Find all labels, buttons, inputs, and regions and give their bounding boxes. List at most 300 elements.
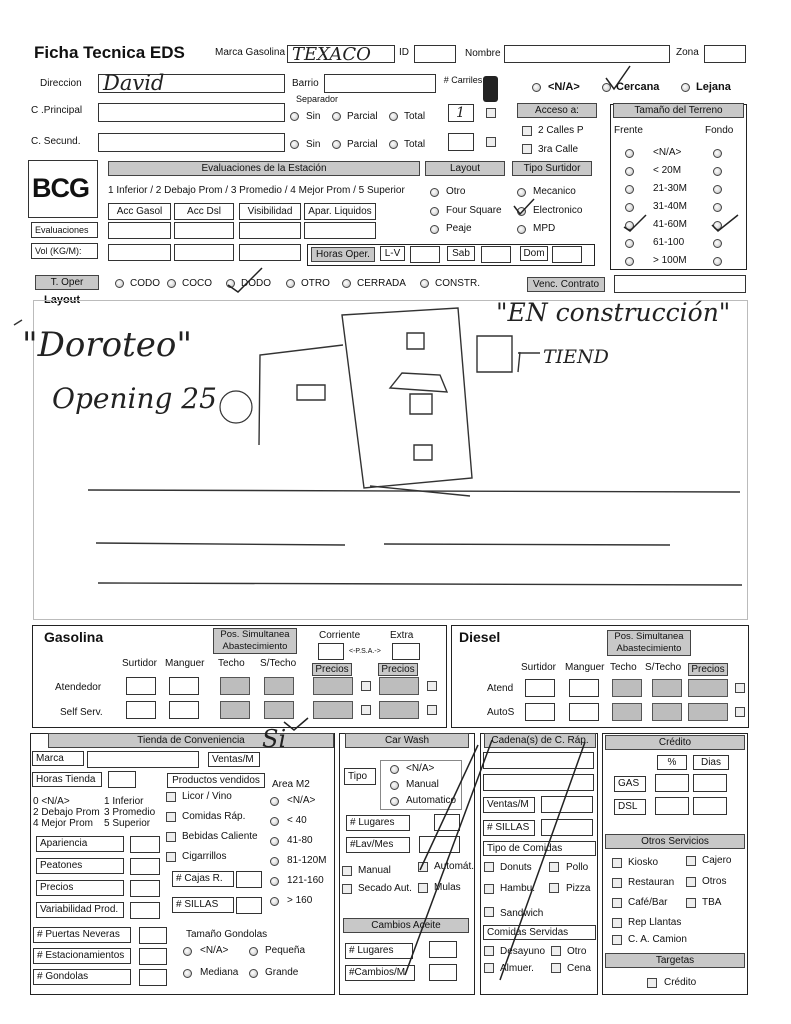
proximity-cercana-label: Cercana <box>616 81 660 93</box>
carwash-secado-check[interactable] <box>342 884 352 894</box>
gas-row-atendedor: Atendedor <box>55 682 102 693</box>
direccion-value: David <box>103 71 165 95</box>
carwash-tipo-label: Tipo <box>344 768 376 785</box>
vol-visibilidad[interactable] <box>239 244 301 261</box>
credito-gas-pct[interactable] <box>655 774 689 792</box>
service-6-label: Rep Llantas <box>628 917 682 928</box>
cp-sep-sin-radio[interactable] <box>290 112 299 121</box>
cadena-ventas-field[interactable] <box>541 796 593 813</box>
fondo-label: Fondo <box>705 125 734 136</box>
marca-gasolina-field[interactable] <box>287 45 395 63</box>
carwash-lugares-field[interactable] <box>434 814 460 831</box>
proximity-lejana-radio[interactable] <box>681 83 690 92</box>
marca-gasolina-value: TEXACO <box>292 44 371 65</box>
frente-option-5-radio[interactable] <box>625 239 634 248</box>
tienda-scale-0: 0 <N/A> <box>33 796 70 807</box>
col-visibilidad: Visibilidad <box>239 203 301 220</box>
horas-dom-field[interactable] <box>552 246 582 263</box>
cs-sep-sin-label: Sin <box>306 139 321 150</box>
diesel-pos-simultanea: Pos. Simultanea Abastecimiento <box>607 630 691 656</box>
frente-option-1-radio[interactable] <box>625 167 634 176</box>
traffic-light-icon <box>483 76 498 102</box>
direccion-field[interactable] <box>98 71 285 95</box>
rating-0-label: Apariencia <box>36 836 124 852</box>
product-3-label: Cigarrillos <box>182 851 227 862</box>
horas-lv-field[interactable] <box>410 246 440 263</box>
cadena-sillas-label: # SILLAS <box>483 820 535 836</box>
id-label: ID <box>399 47 409 58</box>
tienda-scale-4: 4 Mejor Prom <box>33 818 94 829</box>
frente-option-6-radio[interactable] <box>625 257 634 266</box>
eval-acc-gasol[interactable] <box>108 222 171 239</box>
carwash-lugares-label: # Lugares <box>346 815 410 831</box>
carwash-na-radio[interactable] <box>390 765 399 774</box>
comida-hambu-label: Hambu. <box>500 883 536 894</box>
terreno-option-1-label: < 20M <box>653 165 682 176</box>
toper-4-label: CERRADA <box>357 278 406 289</box>
frente-option-0-radio[interactable] <box>625 149 634 158</box>
rating-3-field[interactable] <box>130 902 160 919</box>
layout-section-label: Layout <box>44 294 81 306</box>
sillas-field[interactable] <box>236 897 262 914</box>
cp-sep-total-label: Total <box>404 111 426 122</box>
frente-option-2-radio[interactable] <box>625 185 634 194</box>
service-3-check[interactable] <box>686 877 696 887</box>
comida-pizza-label: Pizza <box>566 883 591 894</box>
cambios-mes-label: #Cambios/M <box>345 965 415 981</box>
product-0-check[interactable] <box>166 792 176 802</box>
note-opening: Opening 25 <box>52 382 217 415</box>
area-5-label: > 160 <box>287 895 313 906</box>
acceso-3racalle-label: 3ra Calle <box>538 144 579 155</box>
gas-col-surtidor: Surtidor <box>122 658 158 669</box>
area-5-radio[interactable] <box>270 897 279 906</box>
service-6-check[interactable] <box>612 918 622 928</box>
tienda-scale-2: 2 Debajo Prom <box>33 807 100 818</box>
carwash-secado-chk-label: Secado Aut. <box>358 883 412 894</box>
carriles-secundaria-field[interactable] <box>448 133 474 151</box>
servida-almuer-check[interactable] <box>484 963 494 973</box>
layout-foursquare-radio[interactable] <box>430 207 439 216</box>
area-3-radio[interactable] <box>270 857 279 866</box>
page-title: Ficha Tecnica EDS <box>34 43 185 62</box>
toper-2-radio[interactable] <box>226 279 235 288</box>
gondola-na-label: <N/A> <box>200 945 229 956</box>
carwash-manual-chk-label: Manual <box>358 865 391 876</box>
fondo-option-5-radio[interactable] <box>713 239 722 248</box>
proximity-na-radio[interactable] <box>532 83 541 92</box>
gas-r1-c3-field[interactable] <box>264 701 294 719</box>
servida-desayuno-label: Desayuno <box>500 946 546 957</box>
gas-col-manguer: Manguer <box>165 658 205 669</box>
gas-r1-corriente-check[interactable] <box>361 705 371 715</box>
count-0-field[interactable] <box>139 927 167 944</box>
area-0-label: <N/A> <box>287 795 316 806</box>
cs-sep-parcial-radio[interactable] <box>332 140 341 149</box>
extra-field[interactable] <box>392 643 420 660</box>
dsl-r0-c2-field[interactable] <box>612 679 642 697</box>
dsl-r0-c3-field[interactable] <box>652 679 682 697</box>
cadena-name-1[interactable] <box>483 752 594 769</box>
calle-secundaria-label: C. Secund. <box>31 136 81 147</box>
area-0-radio[interactable] <box>270 797 279 806</box>
comida-donuts-label: Donuts <box>500 862 532 873</box>
layout-otro-label: Otro <box>446 186 466 197</box>
id-field[interactable] <box>414 45 456 63</box>
cs-sep-parcial-label: Parcial <box>347 139 378 150</box>
area-label: Area M2 <box>272 779 310 790</box>
dsl-r1-check[interactable] <box>735 707 745 717</box>
carwash-auto-radio[interactable] <box>390 797 399 806</box>
gas-r0-corriente-check[interactable] <box>361 681 371 691</box>
comida-donuts-check[interactable] <box>484 862 494 872</box>
dsl-row-atend: Atend <box>487 683 514 694</box>
carwash-header: Car Wash <box>345 733 469 748</box>
gas-r0-precio-extra[interactable] <box>379 677 419 695</box>
gondola-grande-radio[interactable] <box>249 969 258 978</box>
horas-oper-label: Horas Oper. <box>311 247 375 262</box>
toper-label: T. Oper <box>35 275 99 290</box>
gas-r0-c2-field[interactable] <box>220 677 250 695</box>
col-acc-dsl: Acc Dsl <box>174 203 234 220</box>
note-en-construccion: "EN construcción" <box>496 298 731 327</box>
gas-r0-precio-corriente[interactable] <box>313 677 353 695</box>
marca-gasolina-label: Marca Gasolina <box>215 47 286 58</box>
acceso-2calles-label: 2 Calles P <box>538 125 584 136</box>
dsl-r0-precio[interactable] <box>688 679 728 697</box>
acceso-3racalle-check[interactable] <box>522 144 532 154</box>
col-acc-gasol: Acc Gasol <box>108 203 171 220</box>
toper-4-radio[interactable] <box>342 279 351 288</box>
toper-0-radio[interactable] <box>115 279 124 288</box>
gas-col-stecho: S/Techo <box>260 658 297 669</box>
product-2-check[interactable] <box>166 832 176 842</box>
carriles-principal-field[interactable] <box>448 104 474 122</box>
acceso-header: Acceso a: <box>517 103 597 118</box>
separador-label: Separador <box>296 94 339 104</box>
rating-3-label: Variabilidad Prod. <box>36 902 124 918</box>
gas-r1-c0-field[interactable] <box>126 701 156 719</box>
comida-sandwich-check[interactable] <box>484 907 494 917</box>
barrio-field[interactable] <box>324 74 436 93</box>
gondola-pequena-radio[interactable] <box>249 947 258 956</box>
evaluaciones-label: Evaluaciones <box>31 222 98 238</box>
carwash-automat-chk-label: Automát. <box>434 861 475 872</box>
surtidor-mecanico-radio[interactable] <box>517 188 526 197</box>
proximity-na-label: <N/A> <box>548 81 580 93</box>
note-tienda: TIEND <box>543 346 609 368</box>
servida-almuer-label: Almuer. <box>500 963 534 974</box>
layout-otro-radio[interactable] <box>430 188 439 197</box>
corriente-field[interactable] <box>318 643 344 660</box>
toper-1-label: COCO <box>182 278 212 289</box>
carwash-manual-check[interactable] <box>342 866 352 876</box>
area-3-label: 81-120M <box>287 855 327 866</box>
gas-r1-precio-corriente[interactable] <box>313 701 353 719</box>
credito-gas-dias[interactable] <box>693 774 727 792</box>
rating-0-field[interactable] <box>130 836 160 853</box>
horas-lv-label: L-V <box>380 246 405 261</box>
comida-sandwich-label: Sandwich <box>500 908 544 919</box>
productos-label: Productos vendidos <box>167 773 265 788</box>
proximity-cercana-radio[interactable] <box>602 83 611 92</box>
gasolina-title: Gasolina <box>44 629 104 645</box>
gas-precios-extra: Precios <box>378 663 418 676</box>
servida-otro-check[interactable] <box>551 946 561 956</box>
credito-header: Crédito <box>605 735 745 750</box>
targetas-credito-label: Crédito <box>664 977 697 988</box>
calle-principal-field[interactable] <box>98 103 285 122</box>
cp-sep-parcial-label: Parcial <box>347 111 378 122</box>
acceso-2calles-check[interactable] <box>522 126 532 136</box>
gas-r1-c2-field[interactable] <box>220 701 250 719</box>
eval-acc-dsl[interactable] <box>174 222 234 239</box>
dsl-r1-c2-field[interactable] <box>612 703 642 721</box>
direccion-label: Direccion <box>40 78 82 89</box>
fondo-option-6-radio[interactable] <box>713 257 722 266</box>
credito-dsl-label: DSL <box>614 799 646 815</box>
service-3-label: Otros <box>702 876 727 887</box>
gondola-na-radio[interactable] <box>183 947 192 956</box>
carwash-auto-label: Automatico <box>406 795 457 806</box>
toper-0-label: CODO <box>130 278 160 289</box>
dsl-r0-check[interactable] <box>735 683 745 693</box>
fondo-option-1-radio[interactable] <box>713 167 722 176</box>
cadena-name-2[interactable] <box>483 774 594 791</box>
eval-visibilidad[interactable] <box>239 222 301 239</box>
surtidor-header: Tipo Surtidor <box>512 161 592 176</box>
service-2-check[interactable] <box>612 878 622 888</box>
targetas-header: Targetas <box>605 953 745 968</box>
dsl-r0-c0-field[interactable] <box>525 679 555 697</box>
gas-r0-c1-field[interactable] <box>169 677 199 695</box>
carwash-lavmes-label: #Lav/Mes <box>346 837 410 853</box>
service-0-check[interactable] <box>612 858 622 868</box>
terreno-option-5-label: 61-100 <box>653 237 685 248</box>
product-1-label: Comidas Ráp. <box>182 811 246 822</box>
dsl-row-autos: AutoS <box>487 707 515 718</box>
cs-check[interactable] <box>486 137 496 147</box>
credito-dias-label: Dias <box>693 755 729 770</box>
carwash-mulas-check[interactable] <box>418 883 428 893</box>
area-2-radio[interactable] <box>270 837 279 846</box>
fondo-option-3-radio[interactable] <box>713 203 722 212</box>
extra-label: Extra <box>390 630 414 641</box>
gondolas-size-label: Tamaño Gondolas <box>186 929 268 940</box>
tienda-ventas-label: Ventas/M <box>208 752 260 767</box>
vol-label: Vol (KG/M): <box>31 243 98 259</box>
service-7-check[interactable] <box>612 935 622 945</box>
service-1-check[interactable] <box>686 856 696 866</box>
area-2-label: 41-80 <box>287 835 313 846</box>
cadena-header: Cadena(s) de C. Ráp. <box>484 733 596 748</box>
toper-1-radio[interactable] <box>167 279 176 288</box>
servida-cena-check[interactable] <box>551 963 561 973</box>
service-7-label: C. A. Camion <box>628 934 687 945</box>
count-1-field[interactable] <box>139 948 167 965</box>
layout-peaje-label: Peaje <box>446 223 472 234</box>
fondo-option-2-radio[interactable] <box>713 185 722 194</box>
product-3-check[interactable] <box>166 852 176 862</box>
nombre-field[interactable] <box>504 45 670 63</box>
gas-r0-c0-field[interactable] <box>126 677 156 695</box>
area-1-radio[interactable] <box>270 817 279 826</box>
gas-r1-c1-field[interactable] <box>169 701 199 719</box>
area-4-label: 121-160 <box>287 875 324 886</box>
carwash-lavmes-field[interactable] <box>419 836 460 853</box>
credito-dsl-dias[interactable] <box>693 797 727 815</box>
tienda-si-note: Si <box>262 725 287 753</box>
frente-option-3-radio[interactable] <box>625 203 634 212</box>
fondo-option-0-radio[interactable] <box>713 149 722 158</box>
surtidor-mecanico-label: Mecanico <box>533 186 576 197</box>
tienda-scale-3: 3 Promedio <box>104 807 156 818</box>
carriles-label: # Carriles <box>443 75 483 85</box>
product-0-label: Licor / Vino <box>182 791 232 802</box>
toper-3-label: OTRO <box>301 278 330 289</box>
carwash-manual-radio[interactable] <box>390 781 399 790</box>
credito-pct-label: % <box>657 755 687 770</box>
dsl-col-stecho: S/Techo <box>645 662 682 673</box>
comidas-servidas-label: Comidas Servidas <box>483 925 596 940</box>
carriles-value: 1 <box>456 105 465 121</box>
dsl-r1-c1-field[interactable] <box>569 703 599 721</box>
layout-peaje-radio[interactable] <box>430 225 439 234</box>
gas-row-selfserv: Self Serv. <box>60 707 103 718</box>
rating-1-label: Peatones <box>36 858 124 874</box>
dsl-r1-precio[interactable] <box>688 703 728 721</box>
cs-sep-total-radio[interactable] <box>389 140 398 149</box>
service-1-label: Cajero <box>702 855 732 866</box>
cambios-lugares-field[interactable] <box>429 941 457 958</box>
servida-cena-label: Cena <box>567 963 591 974</box>
gasolina-pos-simultanea: Pos. Simultanea Abastecimiento <box>213 628 297 654</box>
cs-sep-sin-radio[interactable] <box>290 140 299 149</box>
toper-5-label: CONSTR. <box>435 278 480 289</box>
calle-secundaria-field[interactable] <box>98 133 285 152</box>
vol-acc-dsl[interactable] <box>174 244 234 261</box>
calle-principal-label: C .Principal <box>31 105 83 116</box>
tienda-header: Tienda de Conveniencia <box>48 733 334 748</box>
terreno-option-3-label: 31-40M <box>653 201 687 212</box>
cp-check[interactable] <box>486 108 496 118</box>
credito-dsl-pct[interactable] <box>655 797 689 815</box>
gas-precios-corriente: Precios <box>312 663 352 676</box>
cp-sep-total-radio[interactable] <box>389 112 398 121</box>
psa-label: <-P.S.A.-> <box>349 648 381 655</box>
rating-1-field[interactable] <box>130 858 160 875</box>
targetas-credito-check[interactable] <box>647 978 657 988</box>
dsl-r1-c3-field[interactable] <box>652 703 682 721</box>
tienda-scale-1: 1 Inferior <box>104 796 144 807</box>
sillas-label: # SILLAS <box>172 897 234 913</box>
eval-apar-liquidos[interactable] <box>304 222 376 239</box>
venc-contrato-field[interactable] <box>614 275 746 293</box>
comida-pollo-label: Pollo <box>566 862 589 873</box>
credito-gas-label: GAS <box>614 776 646 792</box>
dsl-r0-c1-field[interactable] <box>569 679 599 697</box>
area-4-radio[interactable] <box>270 877 279 886</box>
terreno-option-0-label: <N/A> <box>653 147 682 158</box>
comida-pizza-check[interactable] <box>549 883 559 893</box>
col-apar-liquidos: Apar. Liquidos <box>304 203 376 220</box>
gondola-mediana-radio[interactable] <box>183 969 192 978</box>
frente-option-4-radio[interactable] <box>625 221 634 230</box>
dsl-r1-c0-field[interactable] <box>525 703 555 721</box>
service-2-label: Restauran <box>628 877 675 888</box>
gas-r0-c3-field[interactable] <box>264 677 294 695</box>
cp-sep-sin-label: Sin <box>306 111 321 122</box>
toper-3-radio[interactable] <box>286 279 295 288</box>
count-2-label: # Gondolas <box>33 969 131 985</box>
service-5-check[interactable] <box>686 898 696 908</box>
surtidor-electronico-radio[interactable] <box>517 207 526 216</box>
diesel-title: Diesel <box>459 629 501 645</box>
zona-field[interactable] <box>704 45 746 63</box>
comida-pollo-check[interactable] <box>549 862 559 872</box>
servida-desayuno-check[interactable] <box>484 946 494 956</box>
cadena-sillas-field[interactable] <box>541 819 593 836</box>
dsl-col-manguer: Manguer <box>565 662 605 673</box>
service-4-label: Café/Bar <box>628 897 668 908</box>
service-4-check[interactable] <box>612 898 622 908</box>
comida-hambu-check[interactable] <box>484 884 494 894</box>
cs-sep-total-label: Total <box>404 139 426 150</box>
cambios-mes-field[interactable] <box>429 964 457 981</box>
rating-2-label: Precios <box>36 880 124 896</box>
toper-5-radio[interactable] <box>420 279 429 288</box>
horas-tienda-field[interactable] <box>108 771 136 788</box>
gas-col-techo: Techo <box>218 658 245 669</box>
gas-r1-precio-extra[interactable] <box>379 701 419 719</box>
surtidor-electronico-label: Electronico <box>533 205 583 216</box>
proximity-lejana-label: Lejana <box>696 81 731 93</box>
cadena-ventas-label: Ventas/M <box>483 797 535 813</box>
gas-r0-extra-check[interactable] <box>427 681 437 691</box>
gondola-grande-label: Grande <box>265 967 299 978</box>
gas-r1-extra-check[interactable] <box>427 705 437 715</box>
bcg-logo-box <box>28 160 98 218</box>
rating-2-field[interactable] <box>130 880 160 897</box>
product-1-check[interactable] <box>166 812 176 822</box>
terreno-option-6-label: > 100M <box>653 255 687 266</box>
evaluaciones-header: Evaluaciones de la Estación <box>108 161 420 176</box>
cambios-lugares-label: # Lugares <box>345 943 413 959</box>
fondo-option-4-radio[interactable] <box>713 221 722 230</box>
corriente-label: Corriente <box>319 630 361 641</box>
area-1-label: < 40 <box>287 815 307 826</box>
vol-acc-gasol[interactable] <box>108 244 171 261</box>
toper-2-label: DODO <box>241 278 271 289</box>
cp-sep-parcial-radio[interactable] <box>332 112 341 121</box>
gondola-pequena-label: Pequeña <box>265 945 306 956</box>
cajas-field[interactable] <box>236 871 262 888</box>
carwash-automat-check[interactable] <box>418 862 428 872</box>
tienda-marca-field[interactable] <box>87 751 199 768</box>
count-2-field[interactable] <box>139 969 167 986</box>
horas-sab-label: Sab <box>447 246 475 261</box>
terreno-header: Tamaño del Terreno <box>613 103 744 118</box>
frente-label: Frente <box>614 125 643 136</box>
zona-label: Zona <box>676 47 699 58</box>
servida-otro-label: Otro <box>567 946 587 957</box>
layout-header: Layout <box>425 161 505 176</box>
count-1-label: # Estacionamientos <box>33 948 131 964</box>
horas-sab-field[interactable] <box>481 246 511 263</box>
cambios-aceite-header: Cambios Aceite <box>343 918 469 933</box>
surtidor-mpd-radio[interactable] <box>517 225 526 234</box>
dsl-precios: Precios <box>688 663 728 676</box>
